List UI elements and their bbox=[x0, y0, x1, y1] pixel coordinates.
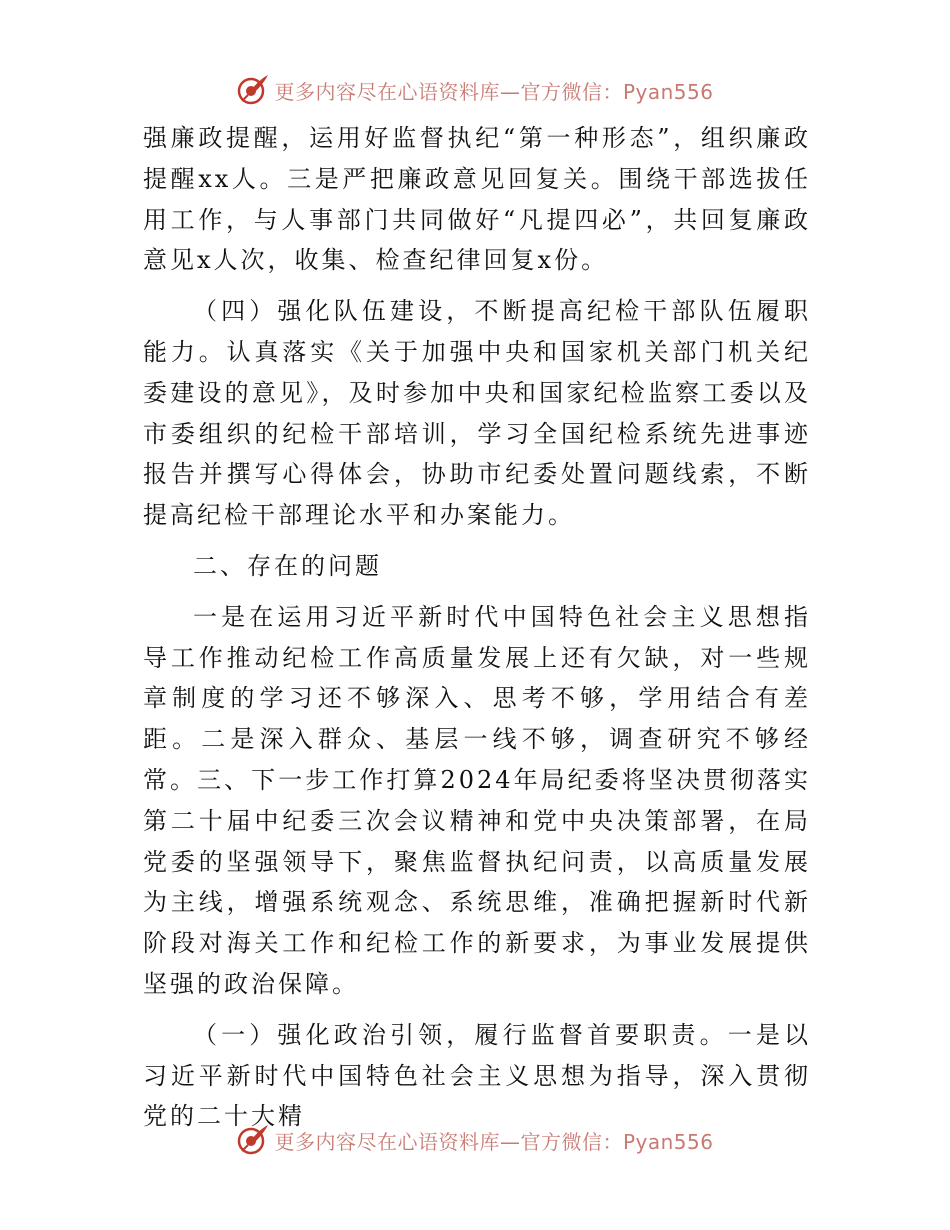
paragraph-problems: 一是在运用习近平新时代中国特色社会主义思想指导工作推动纪检工作高质量发展上还有欠缺，对一些规章制度的学习还不够深入、思考不够，学用结合有差距。二是深入群众、基层一线不够，调查研究不够经常。三、下一步工作打算2024年局纪委将坚决贯彻落实第二十届中纪委三次会议精神和党中央决策部署，在局党委的坚强领导下，聚焦监督执纪问责，以高质量发展为主线，增强系统观念、系统思维，准确把握新时代新阶段对海关工作和纪检工作的新要求，为事业发展提供坚强的政治保障。 bbox=[143, 602, 811, 998]
paragraph-continued: 强廉政提醒，运用好监督执纪“第一种形态”，组织廉政提醒xx人。三是严把廉政意见回复关。围绕干部选拔任用工作，与人事部门共同做好“凡提四必”，共回复廉政意见x人次，收集、检查纪律回复x份。 bbox=[143, 124, 811, 275]
quill-pen-logo-icon bbox=[236, 1123, 270, 1157]
paragraph-section-one: （一）强化政治引领，履行监督首要职责。一是以习近平新时代中国特色社会主义思想为指导，深入贯彻党的二十大精 bbox=[143, 1020, 811, 1131]
quill-pen-logo-icon bbox=[236, 73, 270, 107]
footer-watermark bbox=[0, 1120, 950, 1160]
paragraph-section-four: （四）强化队伍建设，不断提高纪检干部队伍履职能力。认真落实《关于加强中央和国家机关部门机关纪委建设的意见》，及时参加中央和国家纪检监察工委以及市委组织的纪检干部培训，学习全国纪检系统先进事迹报告并撰写心得体会，协助市纪委处置问题线索，不断提高纪检干部理论水平和办案能力。 bbox=[143, 297, 811, 530]
header-watermark-text: 更多内容尽在心语资料库—官方微信：Pyan556 bbox=[274, 79, 714, 104]
footer-watermark-text: 更多内容尽在心语资料库—官方微信：Pyan556 bbox=[274, 1129, 714, 1154]
header-watermark bbox=[0, 70, 950, 110]
section-heading-problems: 二、存在的问题 bbox=[193, 551, 382, 580]
document-body bbox=[143, 118, 811, 1147]
